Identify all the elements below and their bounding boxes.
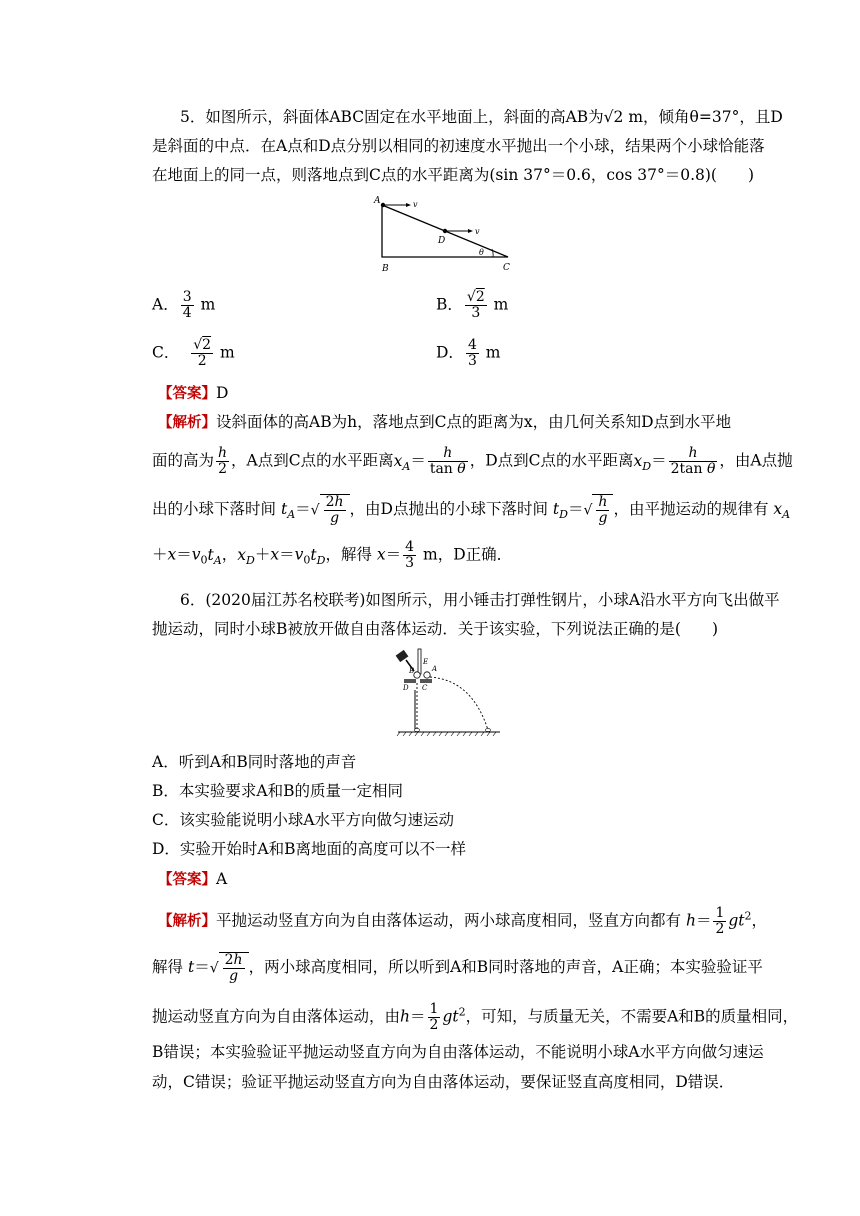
label-c: C	[503, 263, 510, 273]
q5-line1: 5．如图所示，斜面体ABC固定在水平地面上，斜面的高AB为√2 m，倾角θ=37°，且D	[180, 108, 783, 126]
support-d	[404, 679, 416, 683]
svg-text:A: A	[432, 665, 438, 673]
q5-option-a: A． $\frac{3}{4}$ m	[152, 289, 216, 321]
q5-analysis-line1: 【解析】设斜面体的高AB为h，落地点到C点的距离为x，由几何关系知D点到水平地	[158, 413, 732, 431]
q5-option-b: B． $\frac{√2}{3}$ m	[436, 289, 509, 321]
q5-analysis-line3: 出的小球下落时间 $t_A=√$ $\frac{2h}{g}$ ，由D点抛出的小球下落时间 $t_D=√$ $\frac{h}{g}$ ，由平抛运动的规律有 $x_A$	[152, 494, 791, 526]
parabolic-path	[430, 677, 488, 730]
svg-text:D: D	[403, 684, 409, 692]
q5-line2: 是斜面的中点．在A点和D点分别以相同的初速度水平抛出一个小球，结果两个小球恰能落	[152, 137, 765, 155]
support-c	[420, 679, 432, 683]
q6-analysis-line5: 动，C错误；验证平抛运动竖直方向为自由落体运动，要保证竖直高度相同，D错误．	[152, 1073, 735, 1091]
q6-option-c: C．该实验能说明小球A水平方向做匀速运动	[152, 811, 455, 829]
incline-figure	[370, 194, 520, 276]
q5-analysis-line4: $+x=v_0t_A$，$x_D+x=v_0t_D$，解得 x＝ $\frac{4}{3}$ m，D正确．	[152, 539, 513, 571]
label-b: B	[382, 264, 389, 274]
q5-option-c: C． $\frac{√2}{2}$ m	[152, 337, 235, 369]
svg-text:v: v	[413, 200, 418, 209]
ball-b	[414, 672, 420, 678]
elastic-plate	[418, 649, 421, 674]
q6-analysis-line3: 抛运动竖直方向为自由落体运动，由h＝ $\frac{1}{2}$ $gt^2$，可知，与质量无关，不需要A和B的质量相同，	[152, 1001, 799, 1033]
q6-analysis-line1: 【解析】平抛运动竖直方向为自由落体运动，两小球高度相同，竖直方向都有 h＝ $\frac{1}{2}$ $gt^2$，	[158, 905, 768, 937]
q5-analysis-line2: 面的高为 $\frac{h}{2}$ ，A点到C点的水平距离$x_A=$ $\frac{h}{\text{tan θ}}$ ，D点到C点的水平距离$x_D=$ $\frac{h}{\text{2tan θ}}$ ，由A点抛	[152, 445, 793, 477]
q6-option-d: D．实验开始时A和B离地面的高度可以不一样	[152, 840, 467, 858]
ball-a	[381, 203, 385, 207]
ball-d	[443, 229, 447, 233]
svg-text:C: C	[422, 684, 428, 692]
q6-analysis-line2: 解得 t＝√ $\frac{2h}{g}$ ，两小球高度相同，所以听到A和B同时落地的声音，A正确；本实验验证平	[152, 952, 763, 984]
svg-text:B: B	[409, 667, 415, 675]
q6-option-a: A．听到A和B同时落地的声音	[152, 753, 357, 771]
q5-option-d: D． $\frac{4}{3}$ m	[436, 337, 501, 369]
svg-text:θ: θ	[479, 248, 484, 257]
q5-answer: 【答案】D	[158, 384, 229, 402]
q6-answer: 【答案】A	[158, 870, 228, 888]
svg-text:v: v	[475, 227, 480, 236]
q6-line1: 6．(2020届江苏名校联考)如图所示，用小锤击打弹性钢片，小球A沿水平方向飞出做平	[180, 591, 780, 609]
label-a: A	[374, 196, 381, 206]
experiment-figure	[394, 646, 504, 738]
ball-a	[424, 672, 430, 678]
label-d: D	[438, 236, 446, 246]
q6-line2: 抛运动，同时小球B被放开做自由落体运动．关于该实验，下列说法正确的是( )	[152, 620, 718, 638]
q5-line3: 在地面上的同一点，则落地点到C点的水平距离为(sin 37°＝0.6，cos 37°＝0.8)( )	[152, 166, 755, 184]
q6-analysis-line4: B错误；本实验验证平抛运动竖直方向为自由落体运动，不能说明小球A水平方向做匀速运	[152, 1043, 764, 1061]
svg-text:E: E	[423, 658, 429, 666]
q6-option-b: B．本实验要求A和B的质量一定相同	[152, 782, 403, 800]
